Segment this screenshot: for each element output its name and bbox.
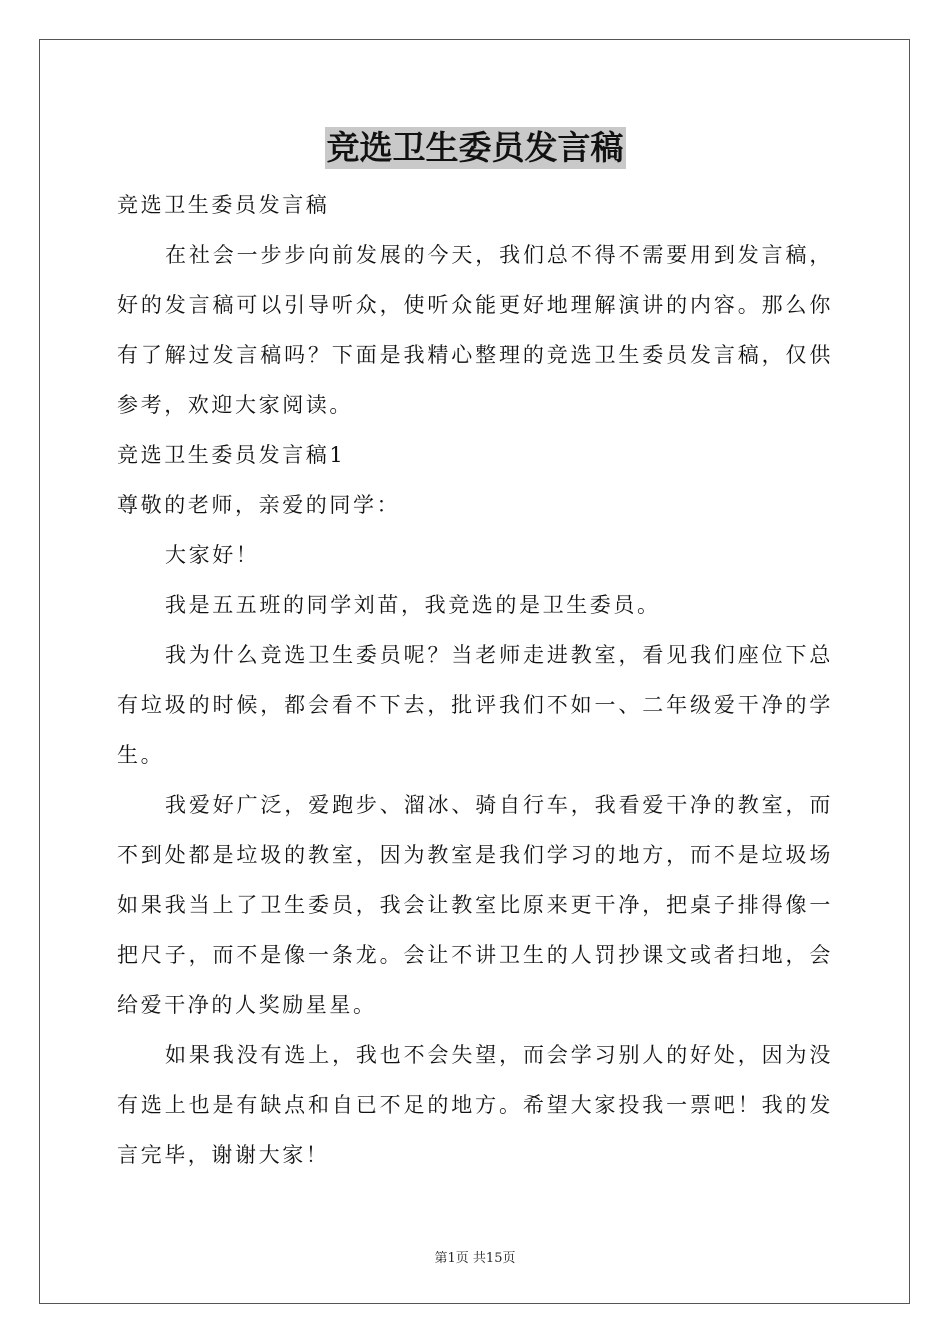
paragraph-closing: 如果我没有选上，我也不会失望，而会学习别人的好处，因为没有选上也是有缺点和自已不足的地方。希望大家投我一票吧！我的发言完毕，谢谢大家！ <box>117 1043 833 1167</box>
paragraph-plan: 我爱好广泛，爱跑步、溜冰、骑自行车，我看爱干净的教室，而不到处都是垃圾的教室，因为教室是我们学习的地方，而不是垃圾场如果我当上了卫生委员，我会让教室比原来更干净，把桌子排得像一把尺子，而不是像一条龙。会让不讲卫生的人罚抄课文或者扫地，会给爱干净的人奖励星星。 <box>117 793 833 1017</box>
paragraph-greeting: 大家好！ <box>165 543 260 567</box>
page-footer: 第1页 共15页 <box>434 1251 516 1266</box>
paragraph-intro: 在社会一步步向前发展的今天，我们总不得不需要用到发言稿，好的发言稿可以引导听众，使听众能更好地理解演讲的内容。那么你有了解过发言稿吗？下面是我精心整理的竞选卫生委员发言稿，仅供参考，欢迎大家阅读。 <box>117 243 833 417</box>
paragraph-self-intro: 我是五五班的同学刘苗，我竞选的是卫生委员。 <box>165 593 661 617</box>
paragraph-section-heading: 竞选卫生委员发言稿1 <box>117 443 346 467</box>
document-title: 竞选卫生委员发言稿 <box>326 128 624 167</box>
paragraph-reason: 我为什么竞选卫生委员呢？当老师走进教室，看见我们座位下总有垃圾的时候，都会看不下去，批评我们不如一、二年级爱干净的学生。 <box>117 643 833 767</box>
paragraph-subtitle: 竞选卫生委员发言稿 <box>117 193 330 217</box>
document-body <box>117 180 833 1180</box>
title-container <box>0 127 950 169</box>
paragraph-salutation: 尊敬的老师，亲爱的同学： <box>117 493 401 517</box>
